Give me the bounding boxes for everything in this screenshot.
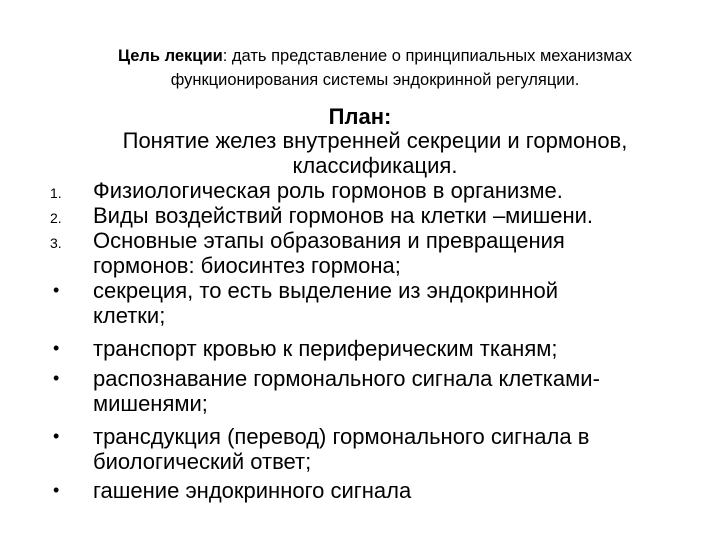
item-line: клетки; — [93, 303, 166, 328]
item-text — [93, 478, 673, 503]
item-line: гормонов: биосинтез гормона; — [93, 253, 401, 278]
item-number: 3. — [50, 235, 62, 251]
bullet-marker: • — [53, 368, 60, 388]
item-text — [93, 278, 673, 328]
plan-intro-line-1: Понятие желез внутренней секреции и гормонов, — [122, 128, 628, 153]
item-line: трансдукция (перевод) гормонального сигнала в — [93, 424, 590, 449]
item-text — [93, 336, 673, 361]
bullet-marker: • — [53, 426, 60, 446]
item-number: 1. — [50, 185, 62, 201]
goal-label: Цель лекции — [117, 47, 223, 65]
plan-intro-line-2: классификация. — [292, 153, 458, 178]
bullet-marker: • — [53, 280, 60, 300]
plan-title: План: — [328, 104, 392, 129]
item-line: гашение эндокринного сигнала — [93, 478, 412, 503]
item-line: Виды воздействий гормонов на клетки –мишени. — [93, 203, 594, 228]
item-line: секреция, то есть выделение из эндокринной — [93, 278, 559, 303]
bullet-marker: • — [53, 338, 60, 358]
item-line: Физиологическая роль гормонов в организме. — [93, 178, 563, 203]
item-number: 2. — [50, 210, 62, 226]
item-text — [93, 366, 673, 416]
item-line: биологический ответ; — [93, 449, 312, 474]
bullet-marker: • — [53, 480, 60, 500]
item-line: распознавание гормонального сигнала клетками- — [93, 366, 600, 391]
item-text — [93, 424, 673, 474]
goal-text-line-1: : дать представление о принципиальных механизмах — [222, 47, 633, 65]
item-text — [93, 178, 673, 203]
item-text — [93, 203, 673, 228]
item-line: Основные этапы образования и превращения — [93, 228, 565, 253]
item-text — [93, 228, 673, 278]
item-line: транспорт кровью к периферическим тканям; — [93, 336, 558, 361]
goal-text-line-2: функционирования системы эндокринной регуляции. — [170, 71, 580, 89]
item-line: мишенями; — [93, 391, 208, 416]
